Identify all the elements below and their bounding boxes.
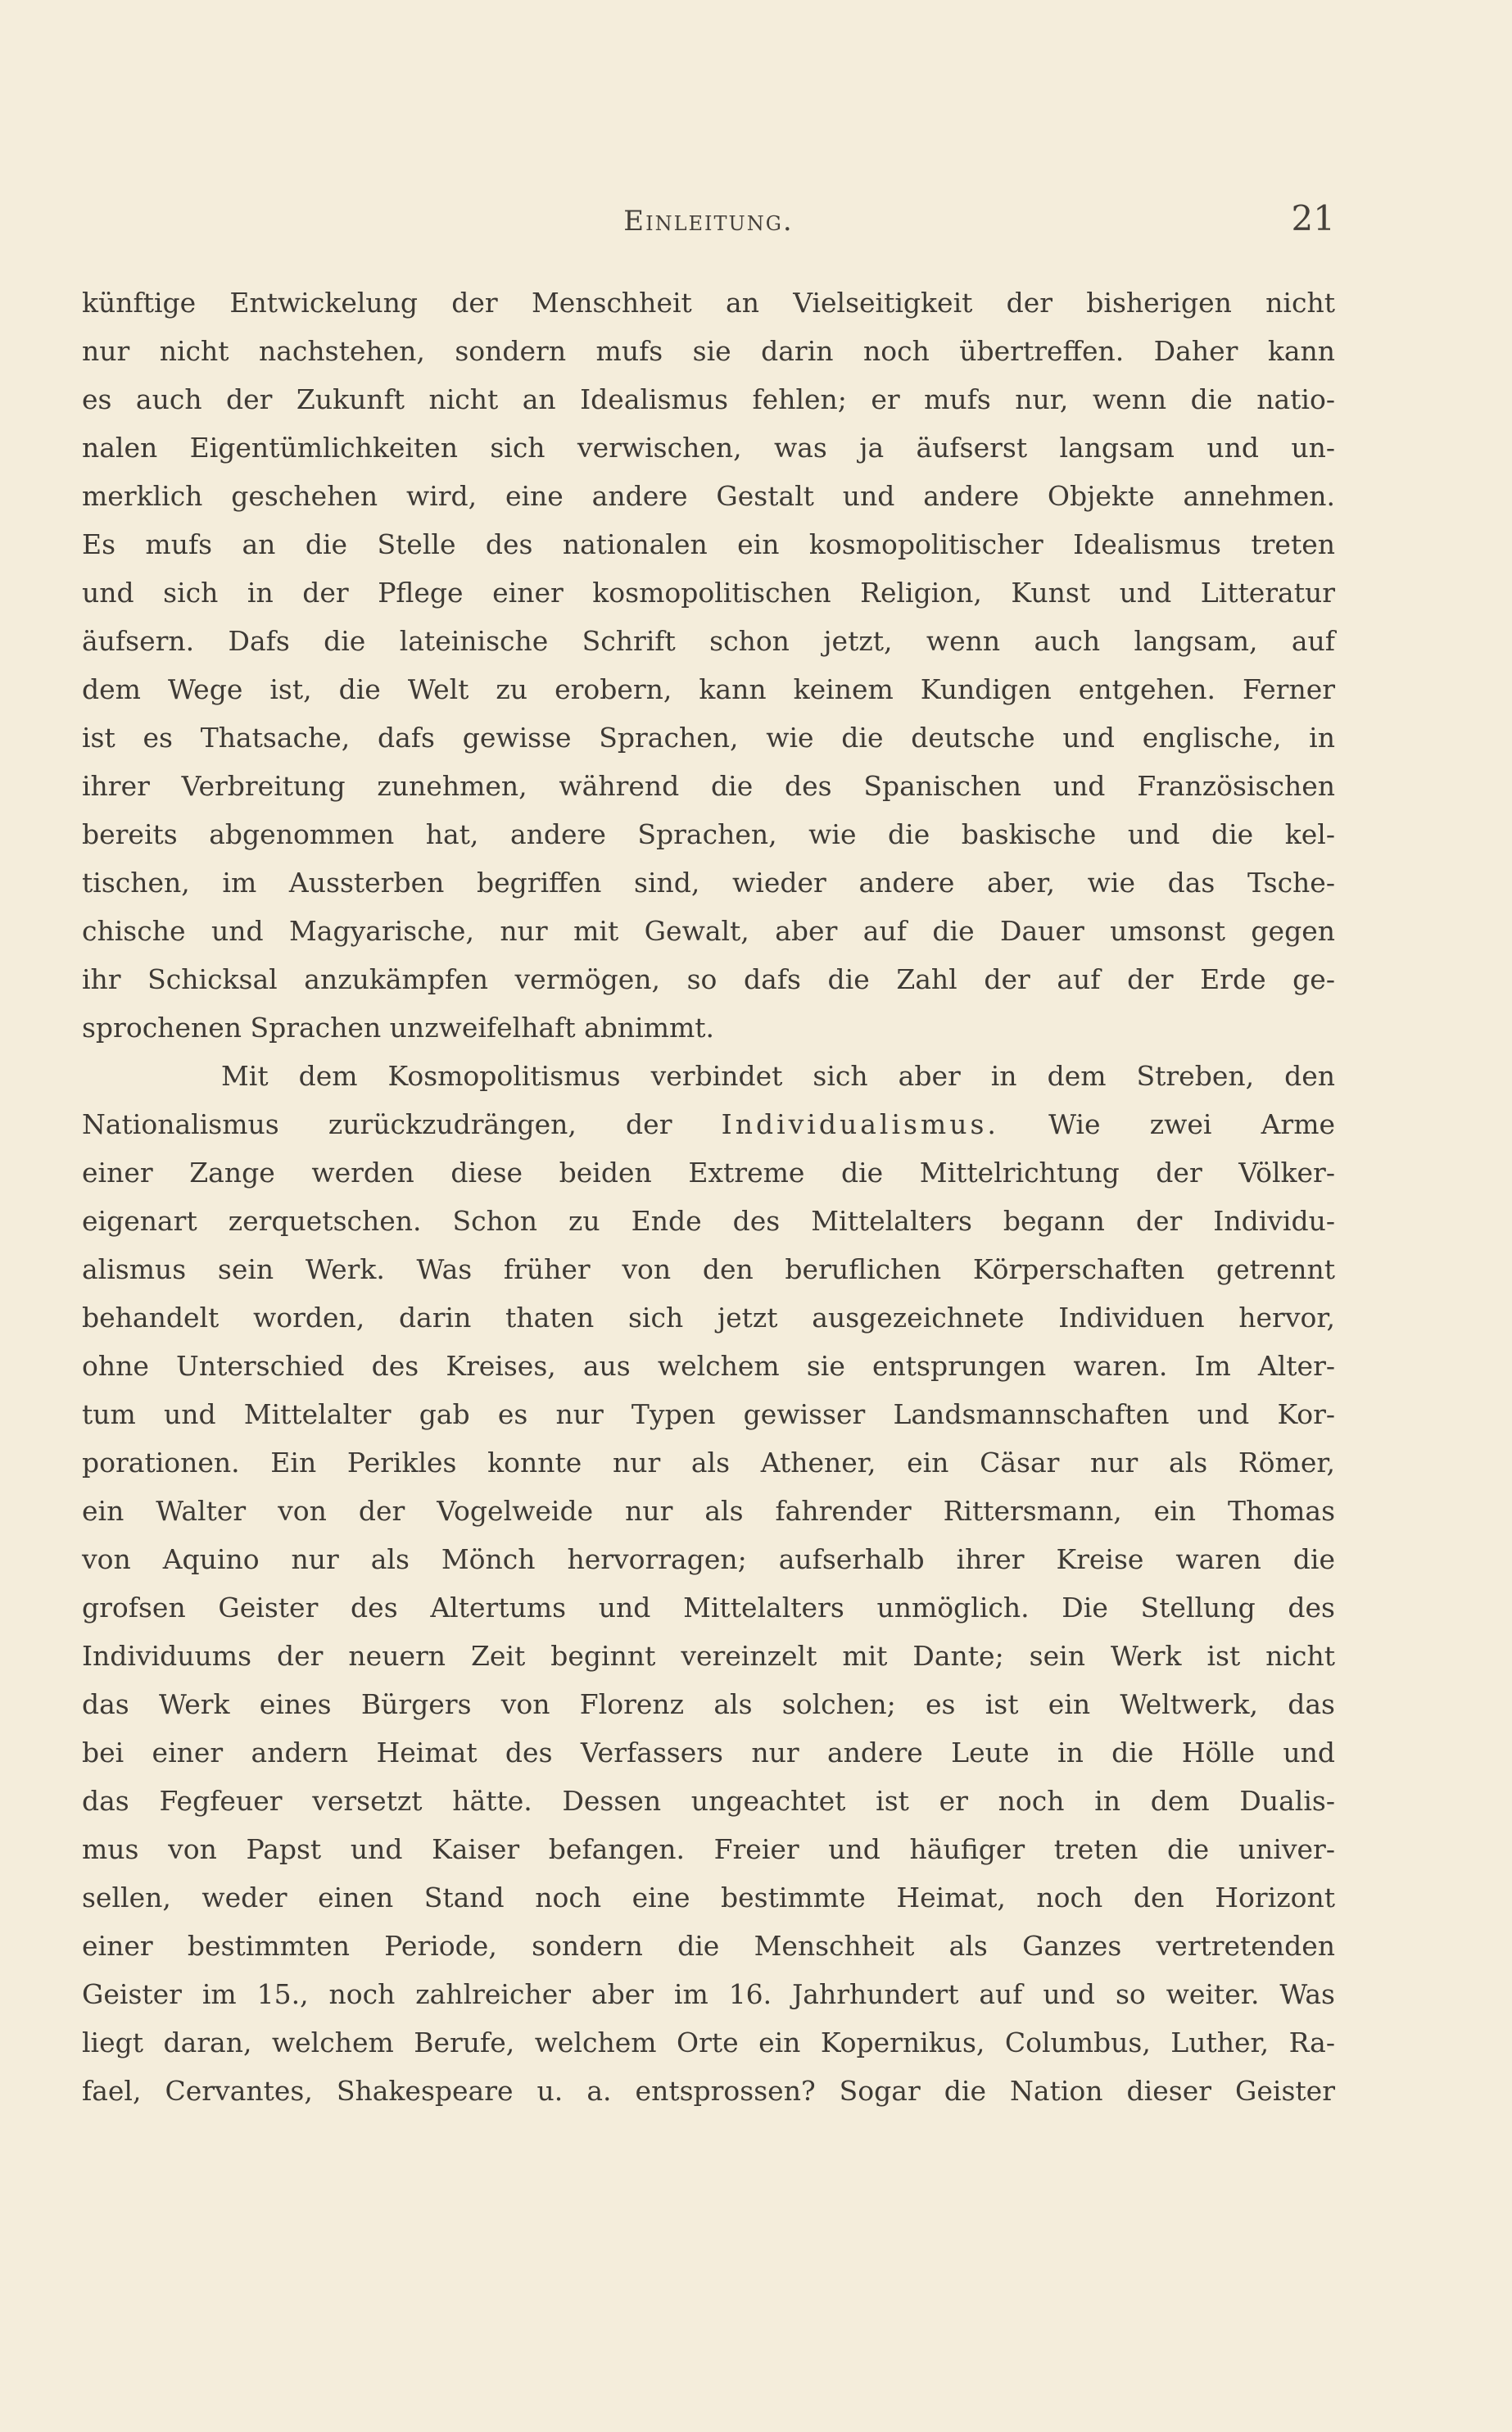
text-line: Mit dem Kosmopolitismus verbindet sich aber in dem Streben, den — [221, 1060, 1335, 1092]
text-line: von Aquino nur als Mönch hervorragen; aufserhalb ihrer Kreise waren die — [82, 1543, 1335, 1575]
text-line: es auch der Zukunft nicht an Idealismus fehlen; er mufs nur, wenn die natio- — [82, 383, 1335, 415]
text-line: merklich geschehen wird, eine andere Gestalt und andere Objekte annehmen. — [82, 480, 1335, 512]
text-line: äufsern. Dafs die lateinische Schrift schon jetzt, wenn auch langsam, auf — [82, 625, 1335, 657]
chapter-title: Einleitung. — [623, 205, 794, 238]
text-line: künftige Entwickelung der Menschheit an Vielseitigkeit der bisherigen nicht — [82, 287, 1335, 319]
text-line: ihrer Verbreitung zunehmen, während die des Spanischen und Französischen — [82, 770, 1335, 802]
text-line: und sich in der Pflege einer kosmopolitischen Religion, Kunst und Litteratur — [82, 577, 1335, 609]
text-line: ihr Schicksal anzukämpfen vermögen, so dafs die Zahl der auf der Erde ge- — [82, 963, 1335, 995]
text-line: ist es Thatsache, dafs gewisse Sprachen, wie die deutsche und englische, in — [82, 722, 1335, 754]
body-text — [82, 279, 1335, 2115]
text-line: grofsen Geister des Altertums und Mittelalters unmöglich. Die Stellung des — [82, 1592, 1335, 1624]
text-line: Es mufs an die Stelle des nationalen ein kosmopolitischer Idealismus treten — [82, 528, 1335, 560]
text-line: einer Zange werden diese beiden Extreme die Mittelrichtung der Völker- — [82, 1157, 1335, 1189]
page-number: 21 — [1291, 198, 1335, 238]
text-line: fael, Cervantes, Shakespeare u. a. entsprossen? Sogar die Nation dieser Geister — [82, 2075, 1335, 2107]
text-line: porationen. Ein Perikles konnte nur als Athener, ein Cäsar nur als Römer, — [82, 1447, 1335, 1479]
running-head — [82, 198, 1335, 247]
paragraph-2 — [82, 1052, 1335, 2115]
text-line: mus von Papst und Kaiser befangen. Freier und häufiger treten die univer- — [82, 1833, 1335, 1865]
text-line: Individuums der neuern Zeit beginnt vereinzelt mit Dante; sein Werk ist nicht — [82, 1640, 1335, 1672]
paragraph-1 — [82, 279, 1335, 1052]
text-line: Geister im 15., noch zahlreicher aber im 16. Jahrhundert auf und so weiter. Was — [82, 1978, 1335, 2010]
emphasized-term: Individualismus. — [721, 1108, 999, 1140]
text-line: bereits abgenommen hat, andere Sprachen, wie die baskische und die kel- — [82, 818, 1335, 850]
text-line: liegt daran, welchem Berufe, welchem Orte ein Kopernikus, Columbus, Luther, Ra- — [82, 2027, 1335, 2058]
text-line: sellen, weder einen Stand noch eine bestimmte Heimat, noch den Horizont — [82, 1882, 1335, 1913]
line-text-start: Nationalismus zurückzudrängen, der — [82, 1108, 672, 1140]
line-text-end: Wie zwei Arme — [1048, 1108, 1336, 1140]
text-line: das Fegfeuer versetzt hätte. Dessen ungeachtet ist er noch in dem Dualis- — [82, 1785, 1335, 1817]
text-line: tum und Mittelalter gab es nur Typen gewisser Landsmannschaften und Kor- — [82, 1398, 1335, 1430]
text-line: dem Wege ist, die Welt zu erobern, kann keinem Kundigen entgehen. Ferner — [82, 673, 1335, 705]
text-line: das Werk eines Bürgers von Florenz als solchen; es ist ein Weltwerk, das — [82, 1688, 1335, 1720]
text-line: eigenart zerquetschen. Schon zu Ende des Mittelalters begann der Individu- — [82, 1205, 1335, 1237]
text-line: nur nicht nachstehen, sondern mufs sie darin noch übertreffen. Daher kann — [82, 335, 1335, 367]
text-line: tischen, im Aussterben begriffen sind, wieder andere aber, wie das Tsche- — [82, 867, 1335, 899]
text-line: chische und Magyarische, nur mit Gewalt, aber auf die Dauer umsonst gegen — [82, 915, 1335, 947]
text-line: ein Walter von der Vogelweide nur als fahrender Rittersmann, ein Thomas — [82, 1495, 1335, 1527]
text-line: alismus sein Werk. Was früher von den beruflichen Körperschaften getrennt — [82, 1253, 1335, 1285]
text-line: ohne Unterschied des Kreises, aus welchem sie entsprungen waren. Im Alter- — [82, 1350, 1335, 1382]
text-line: einer bestimmten Periode, sondern die Menschheit als Ganzes vertretenden — [82, 1930, 1335, 1962]
text-line: sprochenen Sprachen unzweifelhaft abnimmt. — [82, 1012, 715, 1044]
text-line: nalen Eigentümlichkeiten sich verwischen, was ja äufserst langsam und un- — [82, 432, 1335, 464]
text-line: bei einer andern Heimat des Verfassers nur andere Leute in die Hölle und — [82, 1737, 1335, 1769]
text-line: behandelt worden, darin thaten sich jetzt ausgezeichnete Individuen hervor, — [82, 1302, 1335, 1334]
text-line — [82, 1100, 1335, 1148]
